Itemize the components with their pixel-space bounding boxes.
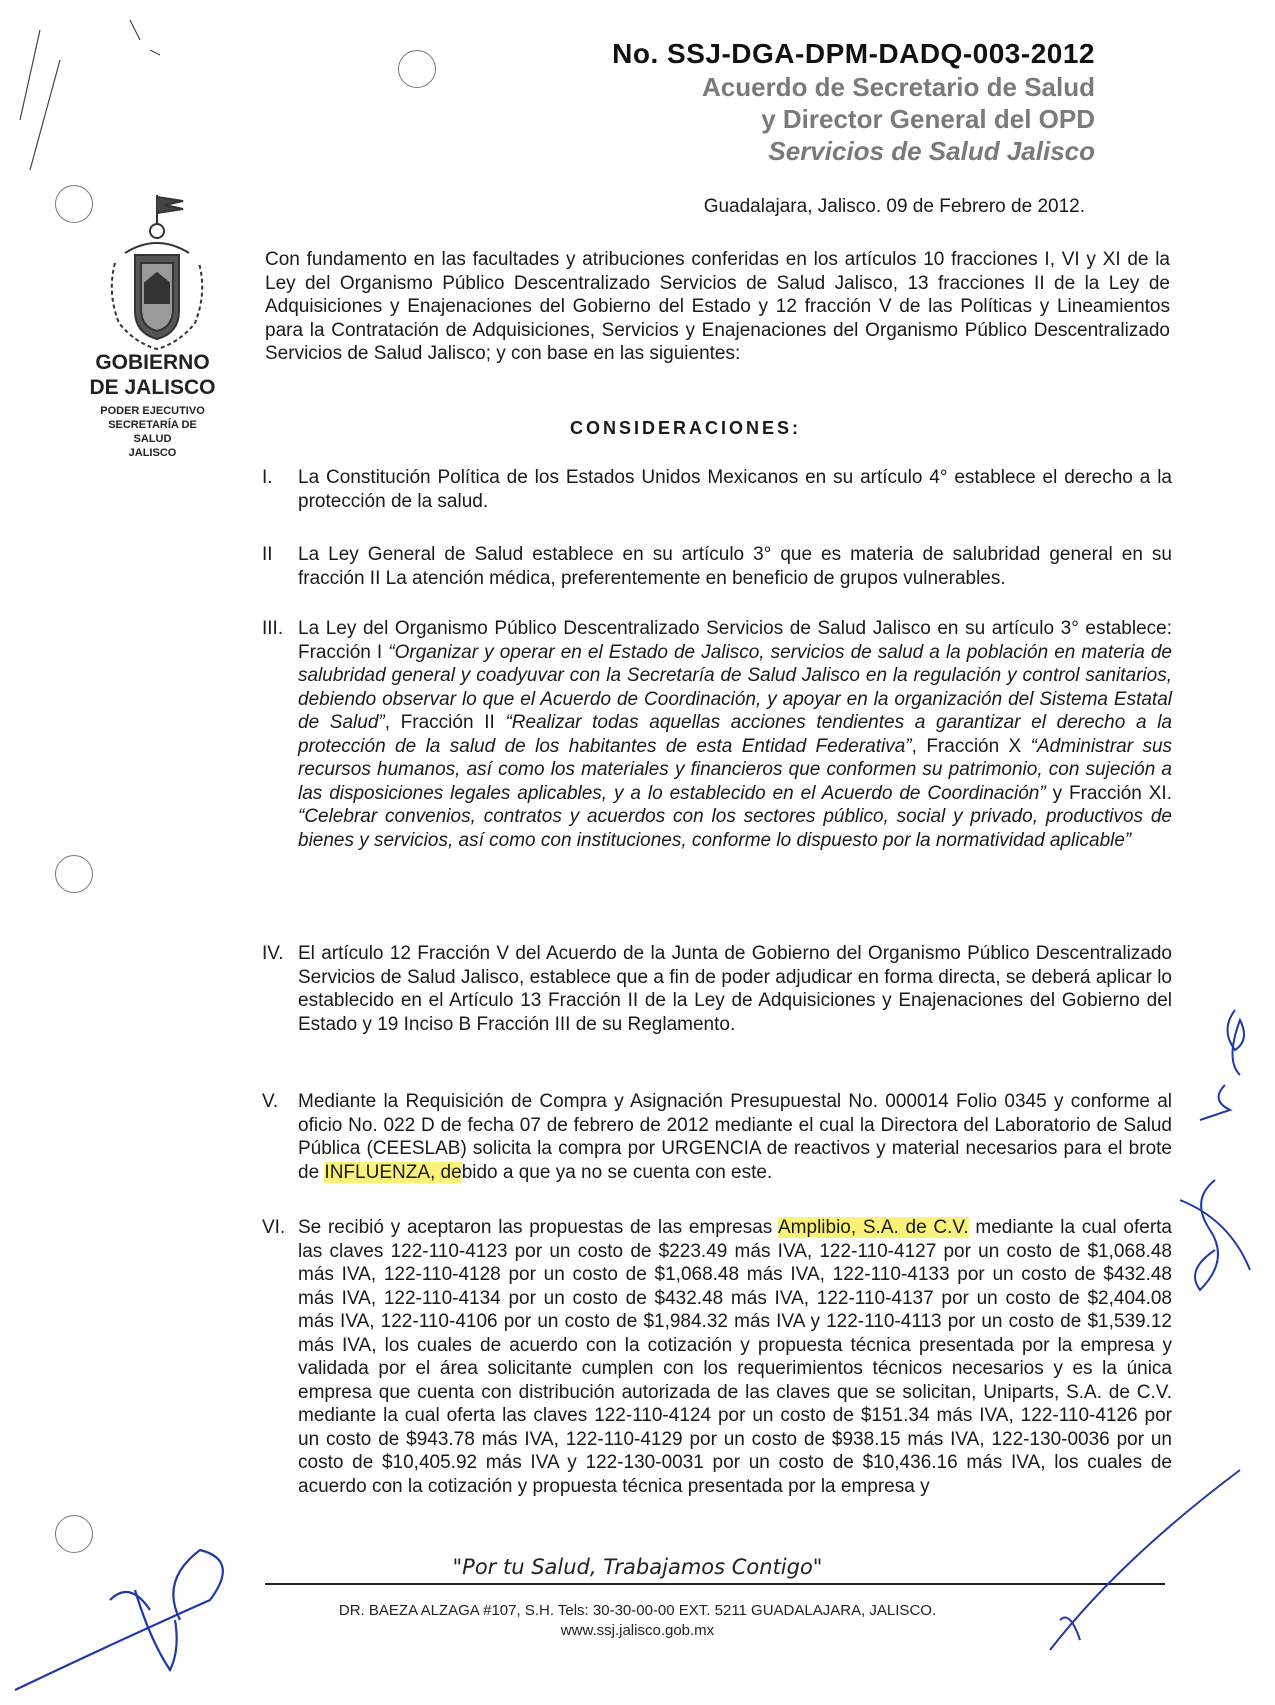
item-text-part: Mediante la Requisición de Compra y Asignación Presupuestal No. 000014 Folio 0345 y conforme al oficio No. 022 D de fecha 07 de febrero de 2012 mediante el cual la Directora del Laboratorio de Salud Pública (CEESLAB) solicita la compra por URGENCIA de reactivos y material necesarios para el brote de [298, 1091, 1172, 1183]
highlighted-text: Amplibio, S.A. de C.V. [778, 1217, 969, 1238]
header-subtitle-line1: Acuerdo de Secretario de Salud [701, 72, 1095, 102]
document-number: No. SSJ-DGA-DPM-DADQ-003-2012 [612, 38, 1095, 69]
signature [15, 1550, 223, 1690]
item-text-part: mediante la cual oferta las claves 122-110-4123 por un costo de $223.49 más IVA, 122-110-4127 por un costo de $1,068.48 más IVA, 122-110-4128 por un costo de $1,068.48 más IVA, 122-110-4133 por un costo de $432.48 más IVA, 122-110-4134 por un costo de $432.48 más IVA, 122-110-4137 por un costo de $2,404.08 más IVA, 122-110-4106 por un costo de $1,984.32 más IVA y 122-110-4113 por un costo de $1,539.12 más IVA, los cuales de acuerdo con la cotización y propuesta técnica presentada por la empresa y validada por el área solicitante cumplen con los requerimientos técnicos necesarios y es la única empresa que cuenta con distribución autorizada de las claves que se solicitan, Uniparts, S.A. de C.V. mediante la cual oferta las claves 122-110-4124 por un costo de $151.34 más IVA, 122-110-4126 por un costo de $943.78 más IVA, 122-110-4129 por un costo de $938.15 más IVA, 122-130-0036 por un costo de $10,405.92 más IVA y 122-130-0031 por un costo de $10,436.16 más IVA, los cuales de acuerdo con la cotización y propuesta técnica presentada por la empresa y [298, 1217, 1172, 1497]
government-title-line2: DE JALISCO [89, 376, 216, 399]
gov-sub-line3: SALUD [133, 433, 172, 445]
item-text: La Constitución Política de los Estados Unidos Mexicanos en su artículo 4° establece el derecho a la protección de la salud. [298, 467, 1172, 512]
item-text-part: Se recibió y aceptaron las propuestas de las empresas [298, 1217, 778, 1238]
item-numeral: V. [262, 1091, 279, 1112]
item-text-part: , Fracción II [384, 712, 506, 733]
signature-stroke [1050, 1470, 1240, 1650]
item-numeral: IV. [262, 943, 284, 964]
scan-marks [20, 20, 160, 170]
considerations-heading: CONSIDERACIONES: [570, 418, 802, 438]
item-numeral: II [262, 544, 273, 565]
item-quote: “Organizar y operar en el Estado de Jalisco, servicios de salud a la población en materia de salubridad general y coadyuvar con la Secretaría de Salud Jalisco en la regulación y control sanitarios, debiendo observar lo que el Acuerdo de Coordinación, y apoyar en la organización del Sistema Estatal de Salud” [298, 641, 1172, 733]
item-numeral: III. [262, 618, 284, 639]
item-quote: “Administrar sus recursos humanos, así como los materiales y financieros que conformen su patrimonio, con sujeción a las disposiciones legales aplicables, y a lo establecido en el Acuerdo de Coordinación” [298, 735, 1173, 804]
item-text-part: , Fracción X [911, 735, 1031, 757]
header-subtitle-line3: Servicios de Salud Jalisco [768, 136, 1095, 166]
government-title-line1: GOBIERNO [95, 351, 210, 374]
highlighted-text: INFLUENZA, de [324, 1161, 462, 1183]
document-date: Guadalajara, Jalisco. 09 de Febrero de 2012. [703, 196, 1085, 217]
intro-paragraph: Con fundamento en las facultades y atribuciones conferidas en los artículos 10 fracciones I, VI y XI de la Ley del Organismo Público Descentralizado Servicios de Salud Jalisco, 13 fracciones II de la Ley de Adquisiciones y Enajenaciones del Gobierno del Estado y 12 fracción V de las Políticas y Lineamientos para la Contratación de Adquisiciones, Servicios y Enajenaciones del Organismo Público Descentralizado Servicios de Salud Jalisco; y con base en las siguientes: [265, 249, 1170, 364]
gov-sub-line4: JALISCO [128, 447, 177, 459]
item-numeral: I. [262, 467, 273, 488]
item-quote: “Celebrar convenios, contratos y acuerdos con los sectores público, social y privado, productivos de bienes y servicios, así como con instituciones, conforme lo dispuesto por la normatividad aplicable” [298, 806, 1172, 851]
item-text-part: La Ley del Organismo Público Descentralizado Servicios de Salud Jalisco en su artículo 3° establece: Fracción I [298, 618, 1172, 663]
footer-slogan: "Por tu Salud, Trabajamos Contigo" [452, 1555, 823, 1579]
item-numeral: VI. [262, 1217, 286, 1238]
gov-sub-line1: PODER EJECUTIVO [100, 405, 205, 417]
header-subtitle-line2: y Director General del OPD [761, 104, 1095, 134]
item-text-part: bido a que ya no se cuenta con este. [461, 1161, 773, 1183]
item-text-part: y Fracción XI. [1045, 782, 1172, 804]
item-text: La Ley General de Salud establece en su artículo 3° que es materia de salubridad general en su fracción II La atención médica, preferentemente en beneficio de grupos vulnerables. [298, 544, 1172, 589]
handwritten-initials [1180, 1010, 1250, 1290]
footer-website: www.ssj.jalisco.gob.mx [560, 1622, 715, 1639]
footer-address: DR. BAEZA ALZAGA #107, S.H. Tels: 30-30-00-00 EXT. 5211 GUADALAJARA, JALISCO. [338, 1602, 937, 1619]
item-quote: “Realizar todas aquellas acciones tendientes a garantizar el derecho a la protección de la salud de los habitantes de esta Entidad Federativa” [298, 712, 1172, 757]
gov-sub-line2: SECRETARÍA DE [108, 419, 197, 431]
item-text: El artículo 12 Fracción V del Acuerdo de la Junta de Gobierno del Organismo Público Descentralizado Servicios de Salud Jalisco, establece que a fin de poder adjudicar en forma directa, se deberá aplicar lo establecido en el Artículo 13 Fracción II de la Ley de Adquisiciones y Enajenaciones del Gobierno del Estado y 19 Inciso B Fracción III de su Reglamento. [298, 943, 1172, 1035]
